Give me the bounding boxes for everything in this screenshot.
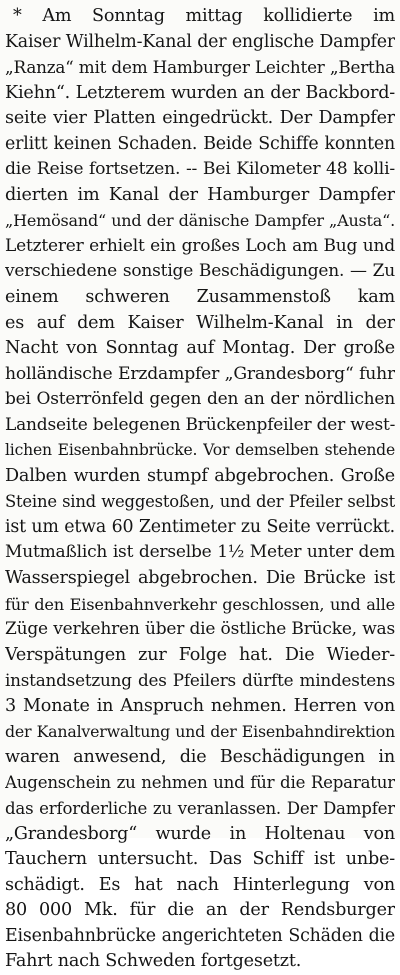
article-line: Züge verkehren über die östliche Brücke, was xyxy=(5,619,395,640)
article-line: Eisenbahnbrücke angerichteten Schäden die xyxy=(5,925,395,946)
article-line: seite vier Platten eingedrückt. Der Dampfer xyxy=(5,108,395,129)
article-line: waren anwesend, die Beschädigungen in xyxy=(5,746,395,767)
article-line: für den Eisenbahnverkehr geschlossen, und alle xyxy=(5,594,395,614)
article-line: 3 Monate in Anspruch nehmen. Herren von xyxy=(5,695,395,716)
article-line: Mutmaßlich ist derselbe 1½ Meter unter dem xyxy=(5,542,395,563)
article-line: holländische Erzdampfer „Grandesborg“ fuhr xyxy=(5,363,395,384)
article-line: dierten im Kanal der Hamburger Dampfer xyxy=(5,184,395,205)
news-article xyxy=(5,4,395,975)
article-line: erlitt keinen Schaden. Beide Schiffe konnten xyxy=(5,133,395,154)
article-line: „Grandesborg“ wurde in Holtenau von xyxy=(5,823,395,844)
article-line: Wasserspiegel abgebrochen. Die Brücke ist xyxy=(5,568,395,589)
article-line: „Hemösand“ und der dänische Dampfer „Austa“. xyxy=(5,211,395,231)
article-line: Verspätungen zur Folge hat. Die Wieder- xyxy=(5,644,395,665)
article-line: Augenschein zu nehmen und für die Reparatur xyxy=(5,773,395,793)
article-line: Steine sind weggestoßen, und der Pfeiler selbst xyxy=(5,492,395,512)
article-line: Landseite belegenen Brückenpfeiler der west- xyxy=(5,414,395,435)
article-line: verschiedene sonstige Beschädigungen. — Zu xyxy=(5,261,395,282)
article-line: schädigt. Es hat nach Hinterlegung von xyxy=(5,874,395,895)
article-line: Fahrt nach Schweden fortgesetzt. xyxy=(5,951,302,972)
article-line: Dalben wurden stumpf abgebrochen. Große xyxy=(5,465,395,486)
article-line: das erforderliche zu veranlassen. Der Dampfer xyxy=(5,798,395,818)
article-line: „Ranza“ mit dem Hamburger Leichter „Bertha xyxy=(5,57,395,78)
article-line: es auf dem Kaiser Wilhelm-Kanal in der xyxy=(5,312,395,333)
article-line: die Reise fortsetzen. -- Bei Kilometer 48 kolli- xyxy=(5,159,395,180)
article-line: Tauchern untersucht. Das Schiff ist unbe- xyxy=(5,849,395,870)
article-line: Kiehn“. Letzterem wurden an der Backbord- xyxy=(5,82,395,103)
article-line: ist um etwa 60 Zentimeter zu Seite verrückt. xyxy=(5,516,395,537)
article-line: einem schweren Zusammenstoß kam xyxy=(5,287,395,308)
article-line: Letzterer erhielt ein großes Loch am Bug und xyxy=(5,235,395,256)
article-line: bei Osterrönfeld gegen den an der nördlichen xyxy=(5,389,395,410)
article-line: lichen Eisenbahnbrücke. Vor demselben stehende xyxy=(5,441,395,460)
article-line: Kaiser Wilhelm-Kanal der englische Dampfer xyxy=(5,31,395,52)
article-line: instandsetzung des Pfeilers dürfte mindestens xyxy=(5,670,395,691)
article-line: Nacht von Sonntag auf Montag. Der große xyxy=(5,338,395,359)
article-line: * Am Sonntag mittag kollidierte im xyxy=(13,6,395,26)
article-line: der Kanalverwaltung und der Eisenbahndirektion xyxy=(5,722,395,742)
article-line: 80 000 Mk. für die an der Rendsburger xyxy=(5,900,395,921)
